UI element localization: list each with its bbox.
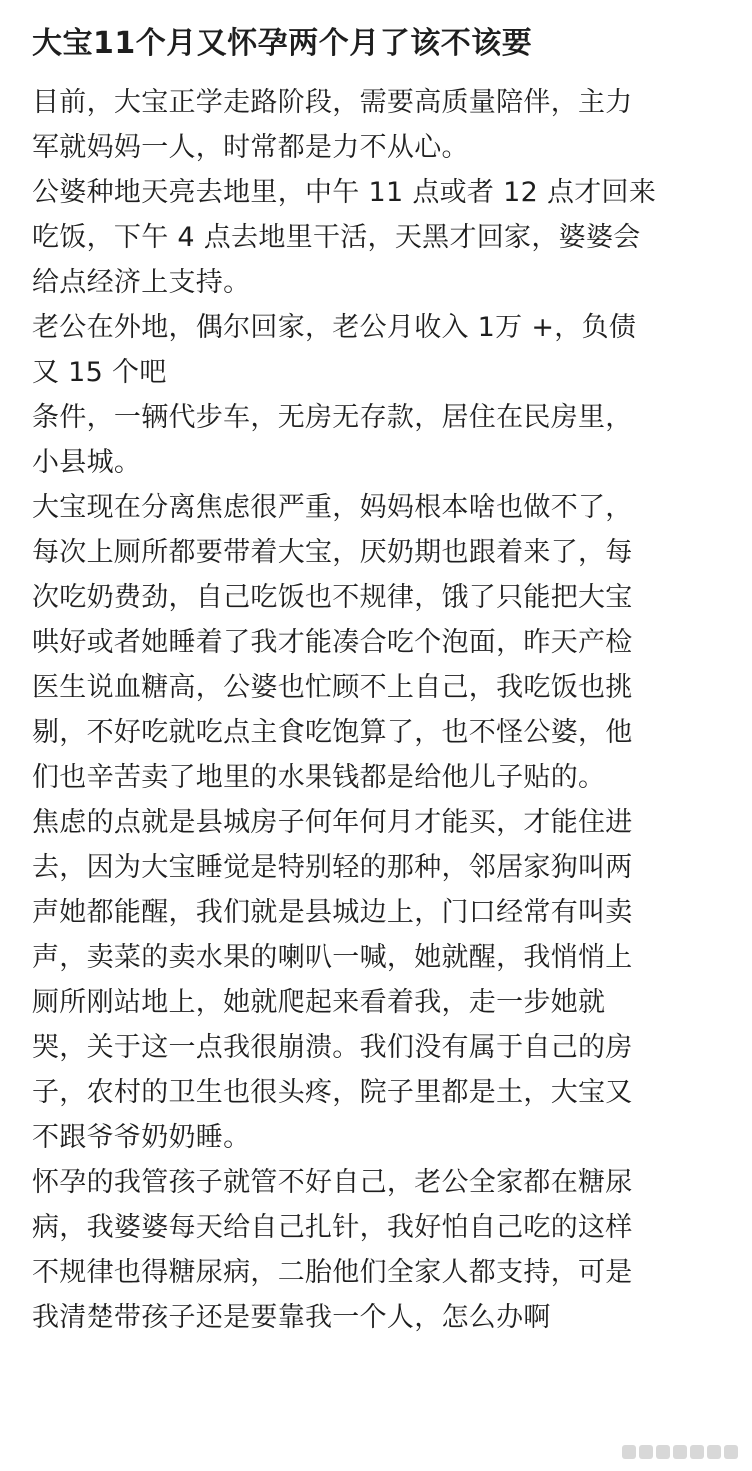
text-line: 我清楚带孩子还是要靠我一个人，怎么办啊 (32, 1302, 551, 1333)
watermark-mark (724, 1445, 738, 1459)
paragraph (32, 395, 722, 485)
watermark-mark (639, 1445, 653, 1459)
text-line: 子，农村的卫生也很头疼，院子里都是土，大宝又 (32, 1077, 633, 1108)
text-line: 哄好或者她睡着了我才能凑合吃个泡面，昨天产检 (32, 627, 633, 658)
paragraph (32, 305, 722, 395)
watermark-mark (656, 1445, 670, 1459)
watermark-mark (673, 1445, 687, 1459)
text-line: 焦虑的点就是县城房子何年何月才能买，才能住进 (32, 807, 633, 838)
watermark-mark (690, 1445, 704, 1459)
watermark-mark (622, 1445, 636, 1459)
text-line: 吃饭，下午 4 点去地里干活，天黑才回家，婆婆会 (32, 222, 641, 253)
text-line: 声她都能醒，我们就是县城边上，门口经常有叫卖 (32, 897, 633, 928)
paragraph (32, 485, 722, 800)
text-line: 给点经济上支持。 (32, 267, 251, 298)
text-line: 大宝现在分离焦虑很严重，妈妈根本啥也做不了， (32, 492, 633, 523)
text-line: 老公在外地，偶尔回家，老公月收入 1万 +，负债 (32, 312, 637, 343)
text-line: 每次上厕所都要带着大宝，厌奶期也跟着来了，每 (32, 537, 633, 568)
text-line: 公婆种地天亮去地里，中午 11 点或者 12 点才回来 (32, 177, 657, 208)
text-line: 们也辛苦卖了地里的水果钱都是给他儿子贴的。 (32, 762, 606, 793)
paragraph (32, 170, 722, 305)
post-title: 大宝11个月又怀孕两个月了该不该要 (32, 26, 533, 61)
text-line: 医生说血糖高，公婆也忙顾不上自己，我吃饭也挑 (32, 672, 633, 703)
text-line: 声，卖菜的卖水果的喇叭一喊，她就醒，我悄悄上 (32, 942, 633, 973)
text-line: 怀孕的我管孩子就管不好自己，老公全家都在糖尿 (32, 1167, 633, 1198)
text-line: 不规律也得糖尿病，二胎他们全家人都支持，可是 (32, 1257, 633, 1288)
text-line: 条件，一辆代步车，无房无存款，居住在民房里， (32, 402, 633, 433)
text-line: 去，因为大宝睡觉是特别轻的那种，邻居家狗叫两 (32, 852, 633, 883)
text-line: 小县城。 (32, 447, 142, 478)
text-line: 病，我婆婆每天给自己扎针，我好怕自己吃的这样 (32, 1212, 633, 1243)
text-line: 目前，大宝正学走路阶段，需要高质量陪伴，主力 (32, 87, 633, 118)
paragraph (32, 1160, 722, 1340)
text-line: 又 15 个吧 (32, 357, 167, 388)
text-line: 不跟爷爷奶奶睡。 (32, 1122, 251, 1153)
paragraph (32, 800, 722, 1160)
post-body (32, 80, 722, 1340)
watermark-mark (707, 1445, 721, 1459)
text-line: 军就妈妈一人，时常都是力不从心。 (32, 132, 469, 163)
text-line: 剔，不好吃就吃点主食吃饱算了，也不怪公婆，他 (32, 717, 633, 748)
paragraph (32, 80, 722, 170)
watermark (622, 1441, 738, 1463)
text-line: 厕所刚站地上，她就爬起来看着我，走一步她就 (32, 987, 606, 1018)
text-line: 次吃奶费劲，自己吃饭也不规律，饿了只能把大宝 (32, 582, 633, 613)
text-line: 哭，关于这一点我很崩溃。我们没有属于自己的房 (32, 1032, 633, 1063)
